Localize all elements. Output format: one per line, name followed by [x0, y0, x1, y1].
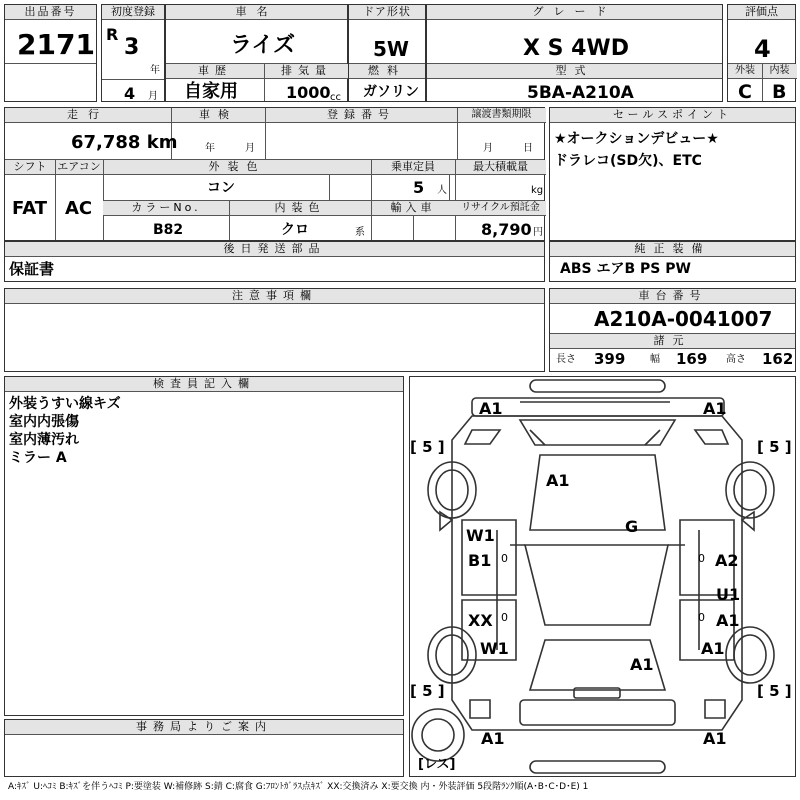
reg-year: 3 [124, 35, 140, 60]
aircon: AC [65, 198, 93, 219]
hood [520, 420, 675, 445]
mark-right-rear-door-u1: U1 [716, 585, 741, 604]
mark-right-rear-a1: A1 [701, 639, 725, 658]
inspector-header: 検査員記入欄 [5, 377, 403, 392]
mark-left-front-door-b1: B1 [468, 551, 492, 570]
transfer-month-unit: 月 [483, 143, 493, 154]
month-unit: 月 [148, 91, 158, 102]
mark-glass-chip: G [625, 517, 639, 536]
chassis-no: A210A-0041007 [594, 307, 773, 331]
windshield [530, 455, 665, 530]
exterior-header: 外装 [728, 64, 762, 79]
registration-header: 登録番号 [265, 108, 457, 123]
insp-month-unit: 月 [245, 143, 255, 154]
inspection-header: 車検 [171, 108, 265, 123]
history-header: 車歴 [166, 64, 264, 79]
tire-left-front-score: [ 5 ] [410, 438, 445, 456]
max-load-header: 最大積載量 [455, 160, 546, 175]
recycle: 8,790 [481, 220, 532, 239]
ext-color-header: 外装色 [103, 160, 371, 175]
mileage-header: 走行 [5, 108, 171, 123]
mark-right-front-door: A2 [715, 551, 739, 570]
cc-unit: cc [330, 92, 341, 103]
width: 169 [676, 350, 708, 368]
reg-month: 4 [124, 84, 136, 103]
yen-unit: 円 [533, 227, 543, 238]
tire-right-rear-score: [ 5 ] [757, 682, 792, 700]
mark-front-right: A1 [703, 399, 727, 418]
first-reg-header: 初度登録 [102, 5, 164, 20]
kg-unit: kg [531, 185, 544, 196]
spare-tire [412, 709, 464, 761]
spare-tire-label: [レス] [418, 757, 456, 772]
lot-number: 2171 [17, 28, 95, 61]
inspector-note-4: ミラー A [9, 450, 67, 466]
transfer-day-unit: 日 [523, 143, 533, 154]
shift: FAT [12, 198, 48, 219]
chassis-header: 車台番号 [550, 289, 795, 304]
sales-point-2: ドラレコ(SD欠)、ETC [554, 153, 702, 169]
specs-header: 諸元 [550, 334, 795, 349]
damage-legend: A:ｷｽﾞ U:ﾍｺﾐ B:ｷｽﾞを伴うﾍｺﾐ P:要塗装 W:補修跡 S:錆 C:腐食 G:ﾌﾛﾝﾄｶﾞﾗｽ点ｷｽﾞ XX:交換済み X:要交換 内・外装評価 5段階ﾗﾝｸ順(A･B･C･D･E) 1 [8, 782, 589, 792]
displacement-header: 排気量 [264, 64, 349, 79]
interior-header: 内装 [762, 64, 797, 79]
later-parts: 保証書 [9, 260, 55, 278]
import-header: 輸入車 [371, 201, 455, 216]
car-name: ライズ [230, 33, 296, 58]
handle-zero-left-front: 0 [501, 552, 508, 565]
shift-header: シフト [5, 160, 55, 175]
height-label: 高さ [726, 354, 746, 365]
mileage: 67,788 km [71, 132, 178, 153]
mark-front-left: A1 [479, 399, 503, 418]
model-code: 5BA-A210A [527, 83, 634, 103]
height: 162 [762, 350, 794, 368]
tire-right-front-score: [ 5 ] [757, 438, 792, 456]
int-color-header: 内装色 [229, 201, 371, 216]
int-color: クロ [281, 222, 309, 238]
persons-unit: 人 [437, 185, 447, 196]
sales-point-1: ★オークションデビュー★ [554, 131, 719, 147]
grade: X S 4WD [523, 36, 629, 61]
transfer-doc-header: 譲渡書類期限 [457, 108, 546, 123]
right-headlight [695, 430, 728, 444]
right-taillight [705, 700, 725, 718]
mark-rear-right: A1 [703, 729, 727, 748]
mark-left-front-door-w1: W1 [466, 526, 495, 545]
genuine-equip-header: 純正装備 [550, 242, 795, 257]
length: 399 [594, 350, 626, 368]
mark-rear-left: A1 [481, 729, 505, 748]
history: 自家用 [184, 81, 238, 102]
left-taillight [470, 700, 490, 718]
genuine-equip: ABS エアB PS PW [560, 261, 691, 277]
color-no-header: カラーNo. [103, 201, 229, 216]
fuel-header: 燃料 [349, 64, 425, 79]
mark-right-rear-door-a1: A1 [716, 611, 740, 630]
fuel: ガソリン [363, 84, 419, 100]
door-type: 5W [373, 37, 409, 61]
capacity-header: 乗車定員 [371, 160, 455, 175]
capacity: 5 [413, 178, 425, 197]
sales-point-header: セールスポイント [550, 108, 795, 123]
rear-bumper-outline [530, 761, 665, 773]
notes-header: 注意事項欄 [5, 289, 544, 304]
ext-color: コン [207, 180, 235, 196]
mark-left-rear-w1: W1 [480, 639, 509, 658]
int-color-suffix: 系 [355, 227, 365, 238]
mark-windshield: A1 [546, 471, 570, 490]
mark-rear-glass: A1 [630, 655, 654, 674]
lot-number-header: 出品番号 [5, 5, 96, 20]
car-name-header: 車名 [166, 5, 347, 20]
front-bumper-outline [530, 380, 665, 392]
tire-left-rear-score: [ 5 ] [410, 682, 445, 700]
displacement: 1000 [286, 83, 331, 102]
exterior-grade: C [738, 81, 752, 103]
roof [525, 545, 668, 625]
year-unit: 年 [150, 65, 160, 76]
aircon-header: エアコン [55, 160, 103, 175]
inspector-note-2: 室内内張傷 [9, 414, 79, 430]
length-label: 長さ [556, 354, 576, 365]
office-header: 事務局よりご案内 [5, 720, 403, 735]
handle-zero-left-rear: 0 [501, 611, 508, 624]
front-grille-outline [472, 398, 724, 416]
model-code-header: 型式 [427, 64, 722, 79]
inspector-note-3: 室内薄汚れ [9, 432, 79, 448]
inspector-note-1: 外装うすい線キズ [9, 396, 121, 412]
color-no: B82 [153, 222, 184, 238]
score-header: 評価点 [728, 5, 795, 20]
grade-header: グレード [427, 5, 722, 20]
recycle-header: リサイクル預託金 [455, 201, 546, 216]
width-label: 幅 [650, 354, 660, 365]
left-headlight [465, 430, 500, 444]
insp-year-unit: 年 [205, 143, 215, 154]
rear-gate [520, 700, 675, 725]
interior-grade: B [772, 81, 787, 103]
right-mirror [742, 512, 754, 530]
door-header: ドア形状 [349, 5, 425, 20]
later-parts-header: 後日発送部品 [5, 242, 544, 257]
handle-zero-right-front: 0 [698, 552, 705, 565]
score: 4 [754, 35, 771, 63]
handle-zero-right-rear: 0 [698, 611, 705, 624]
mark-left-rear-door-xx: XX [468, 611, 493, 630]
era: R [106, 25, 119, 44]
